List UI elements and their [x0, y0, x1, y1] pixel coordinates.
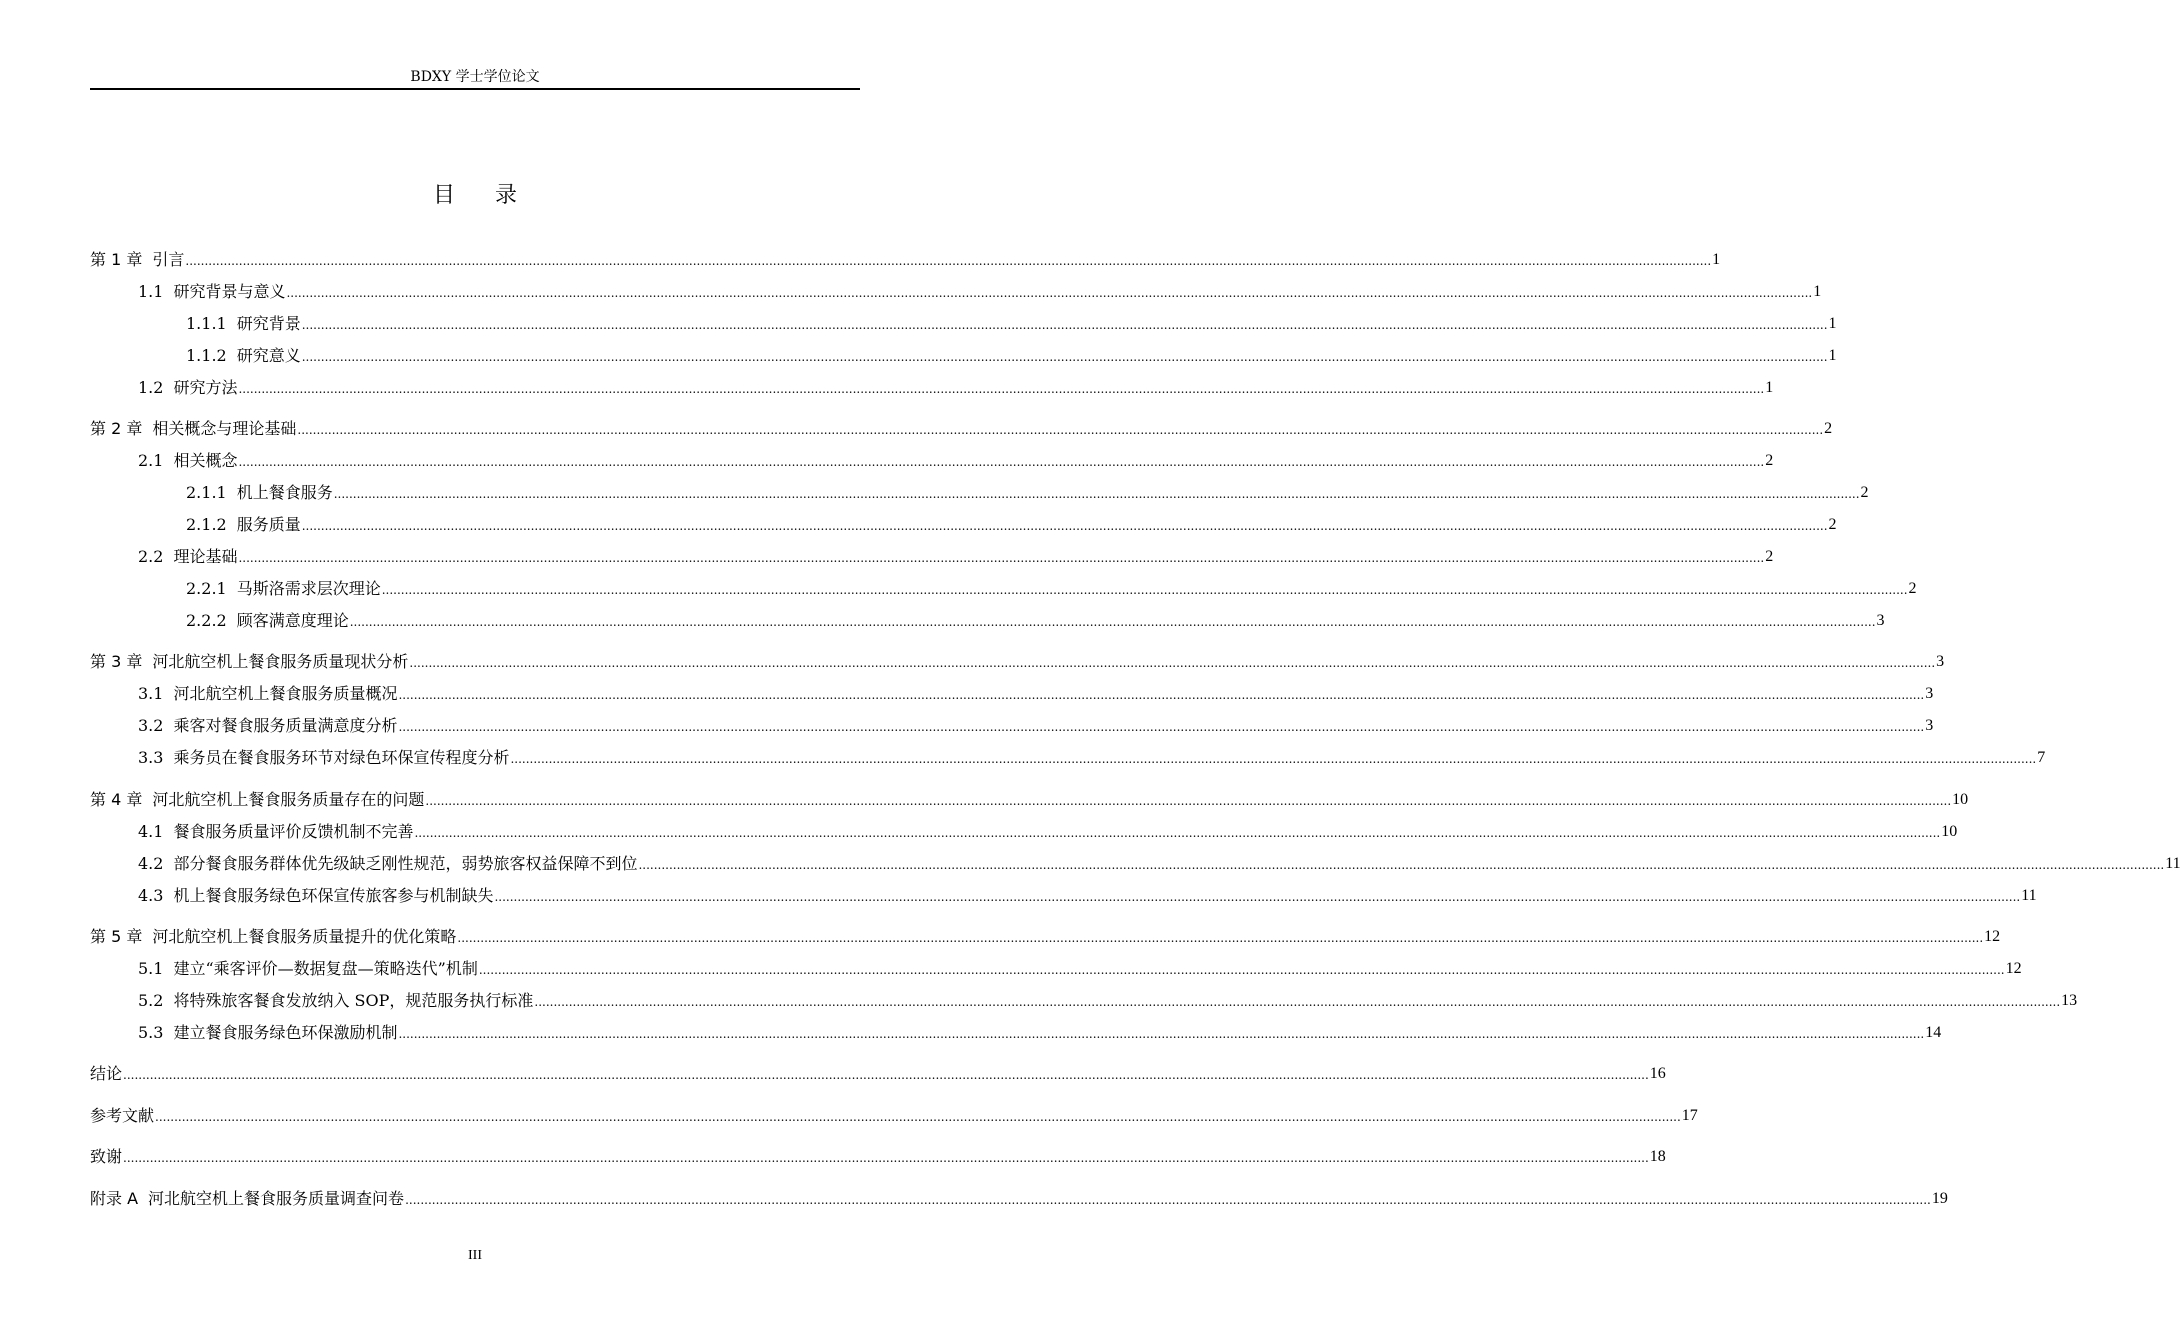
toc-entry[interactable]	[90, 1022, 1942, 1044]
toc-entry[interactable]	[90, 958, 2022, 980]
toc-entry-page: 2	[1860, 484, 1869, 501]
toc-leader-dots: ................................................................................................................................................................................................................................................................................................................................................................................................................	[238, 382, 1765, 396]
toc-leader-dots: ................................................................................................................................................................................................................................................................................................................................................................................................................	[286, 286, 1813, 300]
toc-entry-title	[90, 1146, 122, 1168]
toc-entry[interactable]	[90, 683, 1934, 705]
toc-entry-page: 14	[1925, 1024, 1942, 1041]
toc-entry[interactable]	[90, 926, 2001, 948]
toc-entry-number: 2.1	[138, 451, 164, 470]
toc-entry-page: 2	[1765, 452, 1774, 469]
page-header: BDXY 学士学位论文	[410, 69, 540, 85]
toc-entry-page: 10	[1952, 791, 1969, 808]
toc-entry-number: 5.1	[138, 959, 164, 978]
toc-entry[interactable]	[90, 651, 1945, 673]
toc-entry-label: 建立“乘客评价—数据复盘—策略迭代”机制	[173, 959, 478, 978]
toc-entry[interactable]	[90, 249, 1721, 271]
toc-entry[interactable]	[90, 281, 1822, 303]
toc-leader-dots: ................................................................................................................................................................................................................................................................................................................................................................................................................	[478, 963, 2005, 977]
toc-entry-label: 河北航空机上餐食服务质量提升的优化策略	[152, 927, 457, 946]
toc-entry[interactable]	[90, 377, 1774, 399]
toc-leader-dots: ................................................................................................................................................................................................................................................................................................................................................................................................................	[301, 350, 1828, 364]
toc-entry-page: 1	[1813, 283, 1822, 300]
toc-entry-number: 5.3	[138, 1023, 164, 1042]
toc-entry-title	[138, 683, 397, 705]
toc-entry[interactable]	[90, 1105, 1698, 1127]
header-rule	[90, 88, 860, 90]
toc-entry-number: 4.3	[138, 886, 164, 905]
toc-leader-dots: ................................................................................................................................................................................................................................................................................................................................................................................................................	[155, 1110, 1681, 1124]
toc-entry-title	[138, 546, 237, 568]
toc-entry[interactable]	[90, 747, 2046, 769]
toc-entry-page: 2	[1828, 516, 1837, 533]
toc-entry-label: 马斯洛需求层次理论	[236, 579, 381, 598]
toc-leader-dots: ................................................................................................................................................................................................................................................................................................................................................................................................................	[398, 688, 1925, 702]
toc-entry-number: 5.2	[138, 991, 164, 1010]
toc-entry[interactable]	[90, 514, 1837, 536]
toc-entry-number: 1.1	[138, 282, 164, 301]
toc-entry-title	[90, 249, 184, 271]
toc-leader-dots: ................................................................................................................................................................................................................................................................................................................................................................................................................	[185, 254, 1712, 268]
toc-entry-number: 2.1.1	[186, 483, 227, 502]
toc-entry-label: 河北航空机上餐食服务质量概况	[173, 684, 398, 703]
toc-leader-dots: ................................................................................................................................................................................................................................................................................................................................................................................................................	[349, 615, 1876, 629]
toc-entry-label: 乘客对餐食服务质量满意度分析	[173, 716, 398, 735]
toc-entry-number: 2.1.2	[186, 515, 227, 534]
toc-entry-title	[138, 885, 493, 907]
toc-entry-label: 相关概念	[173, 451, 238, 470]
toc-entry-page: 12	[1984, 928, 2001, 945]
page-number: III	[468, 1248, 482, 1263]
toc-entry-title	[90, 418, 296, 440]
toc-entry[interactable]	[90, 418, 1833, 440]
toc-entry-title	[186, 313, 301, 335]
toc-entry-label: 引言	[152, 250, 185, 269]
toc-entry[interactable]	[90, 546, 1774, 568]
toc-leader-dots: ................................................................................................................................................................................................................................................................................................................................................................................................................	[398, 720, 1925, 734]
toc-entry[interactable]	[90, 1188, 1948, 1210]
toc-entry-page: 1	[1828, 347, 1837, 364]
toc-entry-number: 1.1.1	[186, 314, 227, 333]
toc-entry-title	[186, 514, 301, 536]
toc-entry[interactable]	[90, 1146, 1666, 1168]
toc-entry-label: 致谢	[90, 1147, 123, 1166]
toc-entry-label: 结论	[90, 1064, 123, 1083]
toc-entry-title	[186, 482, 333, 504]
toc-entry[interactable]	[90, 821, 1958, 843]
toc-entry-label: 服务质量	[236, 515, 301, 534]
toc-entry-number: 第 1 章	[90, 250, 143, 269]
toc-entry-page: 11	[2021, 887, 2037, 904]
toc-entry-label: 将特殊旅客餐食发放纳入 SOP，规范服务执行标准	[173, 991, 534, 1010]
toc-entry-title	[138, 853, 637, 875]
toc-entry[interactable]	[90, 885, 2037, 907]
toc-entry-number: 第 4 章	[90, 790, 143, 809]
toc-leader-dots: ................................................................................................................................................................................................................................................................................................................................................................................................................	[534, 995, 2061, 1009]
toc-entry-title	[90, 789, 424, 811]
toc-entry-number: 第 3 章	[90, 652, 143, 671]
toc-entry-number: 3.3	[138, 748, 164, 767]
toc-entry-title	[138, 377, 237, 399]
toc-entry-label: 机上餐食服务	[236, 483, 333, 502]
toc-leader-dots: ................................................................................................................................................................................................................................................................................................................................................................................................................	[414, 826, 1941, 840]
toc-entry-label: 参考文献	[90, 1106, 155, 1125]
toc-entry-number: 附录 A	[90, 1189, 139, 1208]
toc-entry[interactable]	[90, 345, 1837, 367]
toc-entry-label: 河北航空机上餐食服务质量现状分析	[152, 652, 409, 671]
toc-entry-title	[138, 281, 285, 303]
toc-entry-label: 乘务员在餐食服务环节对绿色环保宣传程度分析	[173, 748, 510, 767]
toc-entry-number: 2.2.2	[186, 611, 227, 630]
toc-entry[interactable]	[90, 482, 1869, 504]
toc-entry-label: 部分餐食服务群体优先级缺乏刚性规范，弱势旅客权益保障不到位	[173, 854, 638, 873]
toc-entry[interactable]	[90, 610, 1885, 632]
toc-entry[interactable]	[90, 450, 1774, 472]
toc-entry-label: 顾客满意度理论	[236, 611, 349, 630]
toc-entry-title	[186, 610, 349, 632]
toc-entry-label: 研究意义	[236, 346, 301, 365]
toc-entry-label: 餐食服务质量评价反馈机制不完善	[173, 822, 414, 841]
toc-entry-number: 4.1	[138, 822, 164, 841]
toc-entry-page: 3	[1876, 612, 1885, 629]
toc-entry-page: 2	[1824, 420, 1833, 437]
toc-entry-page: 19	[1931, 1190, 1948, 1207]
toc-entry-page: 11	[2165, 855, 2181, 872]
toc-entry-label: 机上餐食服务绿色环保宣传旅客参与机制缺失	[173, 886, 494, 905]
toc-entry[interactable]	[90, 715, 1934, 737]
toc-entry-number: 4.2	[138, 854, 164, 873]
toc-entry[interactable]	[90, 1063, 1666, 1085]
toc-entry-title	[138, 990, 533, 1012]
toc-entry-number: 2.2.1	[186, 579, 227, 598]
toc-entry-title	[138, 715, 397, 737]
toc-entry-title	[90, 1188, 404, 1210]
toc-entry-title	[138, 450, 237, 472]
toc-entry-label: 建立餐食服务绿色环保激励机制	[173, 1023, 398, 1042]
toc-leader-dots: ................................................................................................................................................................................................................................................................................................................................................................................................................	[123, 1151, 1649, 1165]
toc-entry-title	[90, 926, 456, 948]
toc-leader-dots: ................................................................................................................................................................................................................................................................................................................................................................................................................	[409, 656, 1936, 670]
toc-entry-number: 2.2	[138, 547, 164, 566]
toc-entry[interactable]	[90, 853, 2181, 875]
toc-entry-title	[138, 1022, 397, 1044]
toc-entry-page: 17	[1681, 1107, 1698, 1124]
toc-entry-number: 第 5 章	[90, 927, 143, 946]
toc-entry-label: 研究方法	[173, 378, 238, 397]
toc-leader-dots: ................................................................................................................................................................................................................................................................................................................................................................................................................	[333, 487, 1860, 501]
toc-entry-title	[90, 1105, 154, 1127]
toc-entry-number: 1.2	[138, 378, 164, 397]
toc-entry-number: 第 2 章	[90, 419, 143, 438]
toc-entry-page: 10	[1941, 823, 1958, 840]
toc-entry-title	[90, 651, 408, 673]
toc-entry-title	[138, 747, 509, 769]
toc-entry-page: 3	[1936, 653, 1945, 670]
toc-entry[interactable]	[90, 313, 1837, 335]
toc-entry-title	[186, 345, 301, 367]
toc-entry-title	[186, 578, 381, 600]
toc-entry-number: 3.1	[138, 684, 164, 703]
toc-leader-dots: ................................................................................................................................................................................................................................................................................................................................................................................................................	[398, 1027, 1925, 1041]
toc-entry[interactable]	[90, 990, 2078, 1012]
toc-leader-dots: ................................................................................................................................................................................................................................................................................................................................................................................................................	[301, 318, 1828, 332]
toc-entry[interactable]	[90, 578, 1917, 600]
toc-leader-dots: ................................................................................................................................................................................................................................................................................................................................................................................................................	[123, 1068, 1649, 1082]
toc-entry-page: 3	[1925, 685, 1934, 702]
toc-leader-dots: ................................................................................................................................................................................................................................................................................................................................................................................................................	[297, 423, 1824, 437]
toc-entry-number: 3.2	[138, 716, 164, 735]
toc-entry-label: 研究背景与意义	[173, 282, 286, 301]
toc-entry-number: 1.1.2	[186, 346, 227, 365]
toc-entry-title	[90, 1063, 122, 1085]
toc-leader-dots: ................................................................................................................................................................................................................................................................................................................................................................................................................	[457, 931, 1984, 945]
toc-entry-page: 1	[1765, 379, 1774, 396]
toc-entry-title	[138, 958, 478, 980]
toc-entry-page: 13	[2061, 992, 2078, 1009]
toc-entry-page: 2	[1908, 580, 1917, 597]
toc-entry-page: 16	[1649, 1065, 1666, 1082]
toc-leader-dots: ................................................................................................................................................................................................................................................................................................................................................................................................................	[381, 583, 1908, 597]
toc-entry-page: 2	[1765, 548, 1774, 565]
toc-entry-page: 7	[2037, 749, 2046, 766]
toc-entry-label: 河北航空机上餐食服务质量调查问卷	[148, 1189, 405, 1208]
page-title: 目录	[432, 183, 557, 208]
toc-entry-label: 研究背景	[236, 314, 301, 333]
toc-leader-dots: ................................................................................................................................................................................................................................................................................................................................................................................................................	[301, 519, 1828, 533]
toc-leader-dots: ................................................................................................................................................................................................................................................................................................................................................................................................................	[510, 752, 2037, 766]
toc-leader-dots: ................................................................................................................................................................................................................................................................................................................................................................................................................	[494, 890, 2021, 904]
toc-entry-label: 相关概念与理论基础	[152, 419, 297, 438]
toc-entry-page: 3	[1925, 717, 1934, 734]
toc-entry-label: 河北航空机上餐食服务质量存在的问题	[152, 790, 425, 809]
toc-entry[interactable]	[90, 789, 1969, 811]
toc-leader-dots: ................................................................................................................................................................................................................................................................................................................................................................................................................	[425, 794, 1952, 808]
toc-leader-dots: ................................................................................................................................................................................................................................................................................................................................................................................................................	[405, 1193, 1931, 1207]
toc-entry-label: 理论基础	[173, 547, 238, 566]
toc-entry-title	[138, 821, 413, 843]
toc-leader-dots: ................................................................................................................................................................................................................................................................................................................................................................................................................	[638, 858, 2165, 872]
toc-entry-page: 18	[1649, 1148, 1666, 1165]
toc-entry-page: 12	[2005, 960, 2022, 977]
toc-leader-dots: ................................................................................................................................................................................................................................................................................................................................................................................................................	[238, 551, 1765, 565]
toc-entry-page: 1	[1712, 251, 1721, 268]
toc-leader-dots: ................................................................................................................................................................................................................................................................................................................................................................................................................	[238, 455, 1765, 469]
toc-entry-page: 1	[1828, 315, 1837, 332]
